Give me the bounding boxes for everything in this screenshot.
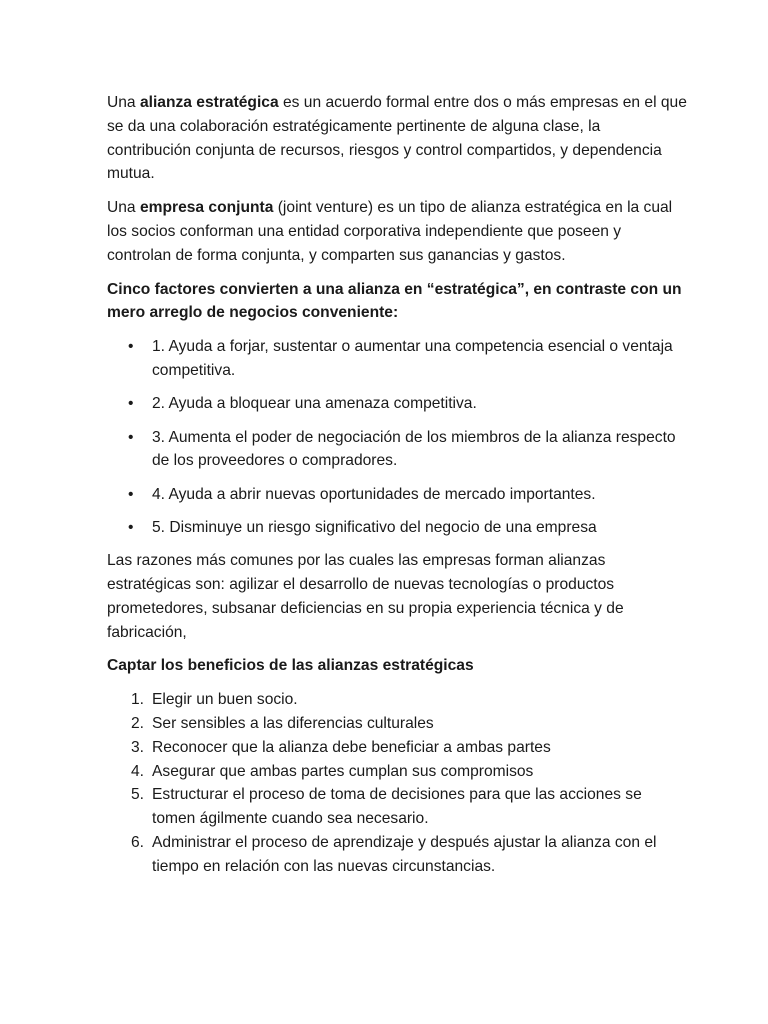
bullet-marker: • [128,518,134,536]
joint-venture-pre: Una [107,199,140,217]
list-number: 2. [131,715,145,733]
benefits-list [107,688,687,878]
list-item [107,712,687,736]
factors-heading: Cinco factores convierten a una alianza en “estratégica”, en contraste con un mero arreglo de negocios conveniente: [107,280,682,322]
list-item-text: Elegir un buen socio. [152,691,298,709]
list-item-text: 2. Ayuda a bloquear una amenaza competitiva. [152,395,477,413]
list-item-text: 4. Ayuda a abrir nuevas oportunidades de mercado importantes. [152,485,596,503]
bullet-marker: • [128,395,134,413]
document-page [107,91,687,879]
list-item-text: Estructurar el proceso de toma de decisiones para que las acciones se tomen ágilmente cuando sea necesario. [152,786,642,828]
list-item [107,426,687,474]
bullet-marker: • [128,338,134,356]
list-item [107,688,687,712]
joint-venture-paragraph [107,196,687,267]
list-item-text: Administrar el proceso de aprendizaje y después ajustar la alianza con el tiempo en relación con las nuevas circunstancias. [152,834,657,875]
alliance-term: alianza estratégica [139,94,279,111]
factors-list [107,335,687,540]
list-number: 5. [131,786,145,804]
bullet-marker: • [128,485,134,503]
list-item [107,760,687,784]
list-item-text: 5. Disminuye un riesgo significativo del negocio de una empresa [152,518,597,536]
alliance-definition-text: es un acuerdo formal entre dos o más empresas en el que se da una colaboración estratégicamente pertinente de alguna clase, la contribución conjunta de recursos, riesgos y control compartidos, y dependencia mutua. [107,94,687,183]
list-item [107,736,687,760]
list-number: 4. [131,762,145,780]
list-item [107,392,687,416]
list-item [107,516,687,540]
list-item [107,783,687,831]
reasons-paragraph: Las razones más comunes por las cuales las empresas forman alianzas estratégicas son: agilizar el desarrollo de nuevas tecnologías o productos prometedores, subsanar deficiencias en su propia experiencia técnica y de fabricación, [107,552,624,641]
list-item [107,831,687,879]
list-number: 3. [131,738,145,756]
alliance-definition-pre: Una [107,94,140,111]
list-item-text: Reconocer que la alianza debe beneficiar a ambas partes [152,738,551,756]
list-item-text: Ser sensibles a las diferencias culturales [152,715,434,733]
bullet-marker: • [128,428,134,446]
benefits-heading: Captar los beneficios de las alianzas estratégicas [107,657,474,675]
list-item [107,483,687,507]
list-item-text: 1. Ayuda a forjar, sustentar o aumentar una competencia esencial o ventaja competitiva. [152,338,673,379]
list-item [107,335,687,383]
joint-venture-term: empresa conjunta [139,199,274,217]
list-number: 1. [131,691,145,709]
joint-venture-text: (joint venture) es un tipo de alianza estratégica en la cual los socios conforman una entidad corporativa independiente que poseen y controlan de forma conjunta, y comparten sus ganancias y gastos. [107,199,673,264]
list-item-text: 3. Aumenta el poder de negociación de los miembros de la alianza respecto de los proveedores o compradores. [152,428,676,470]
alliance-definition-paragraph [107,91,687,186]
list-number: 6. [131,834,145,852]
list-item-text: Asegurar que ambas partes cumplan sus compromisos [152,762,534,780]
